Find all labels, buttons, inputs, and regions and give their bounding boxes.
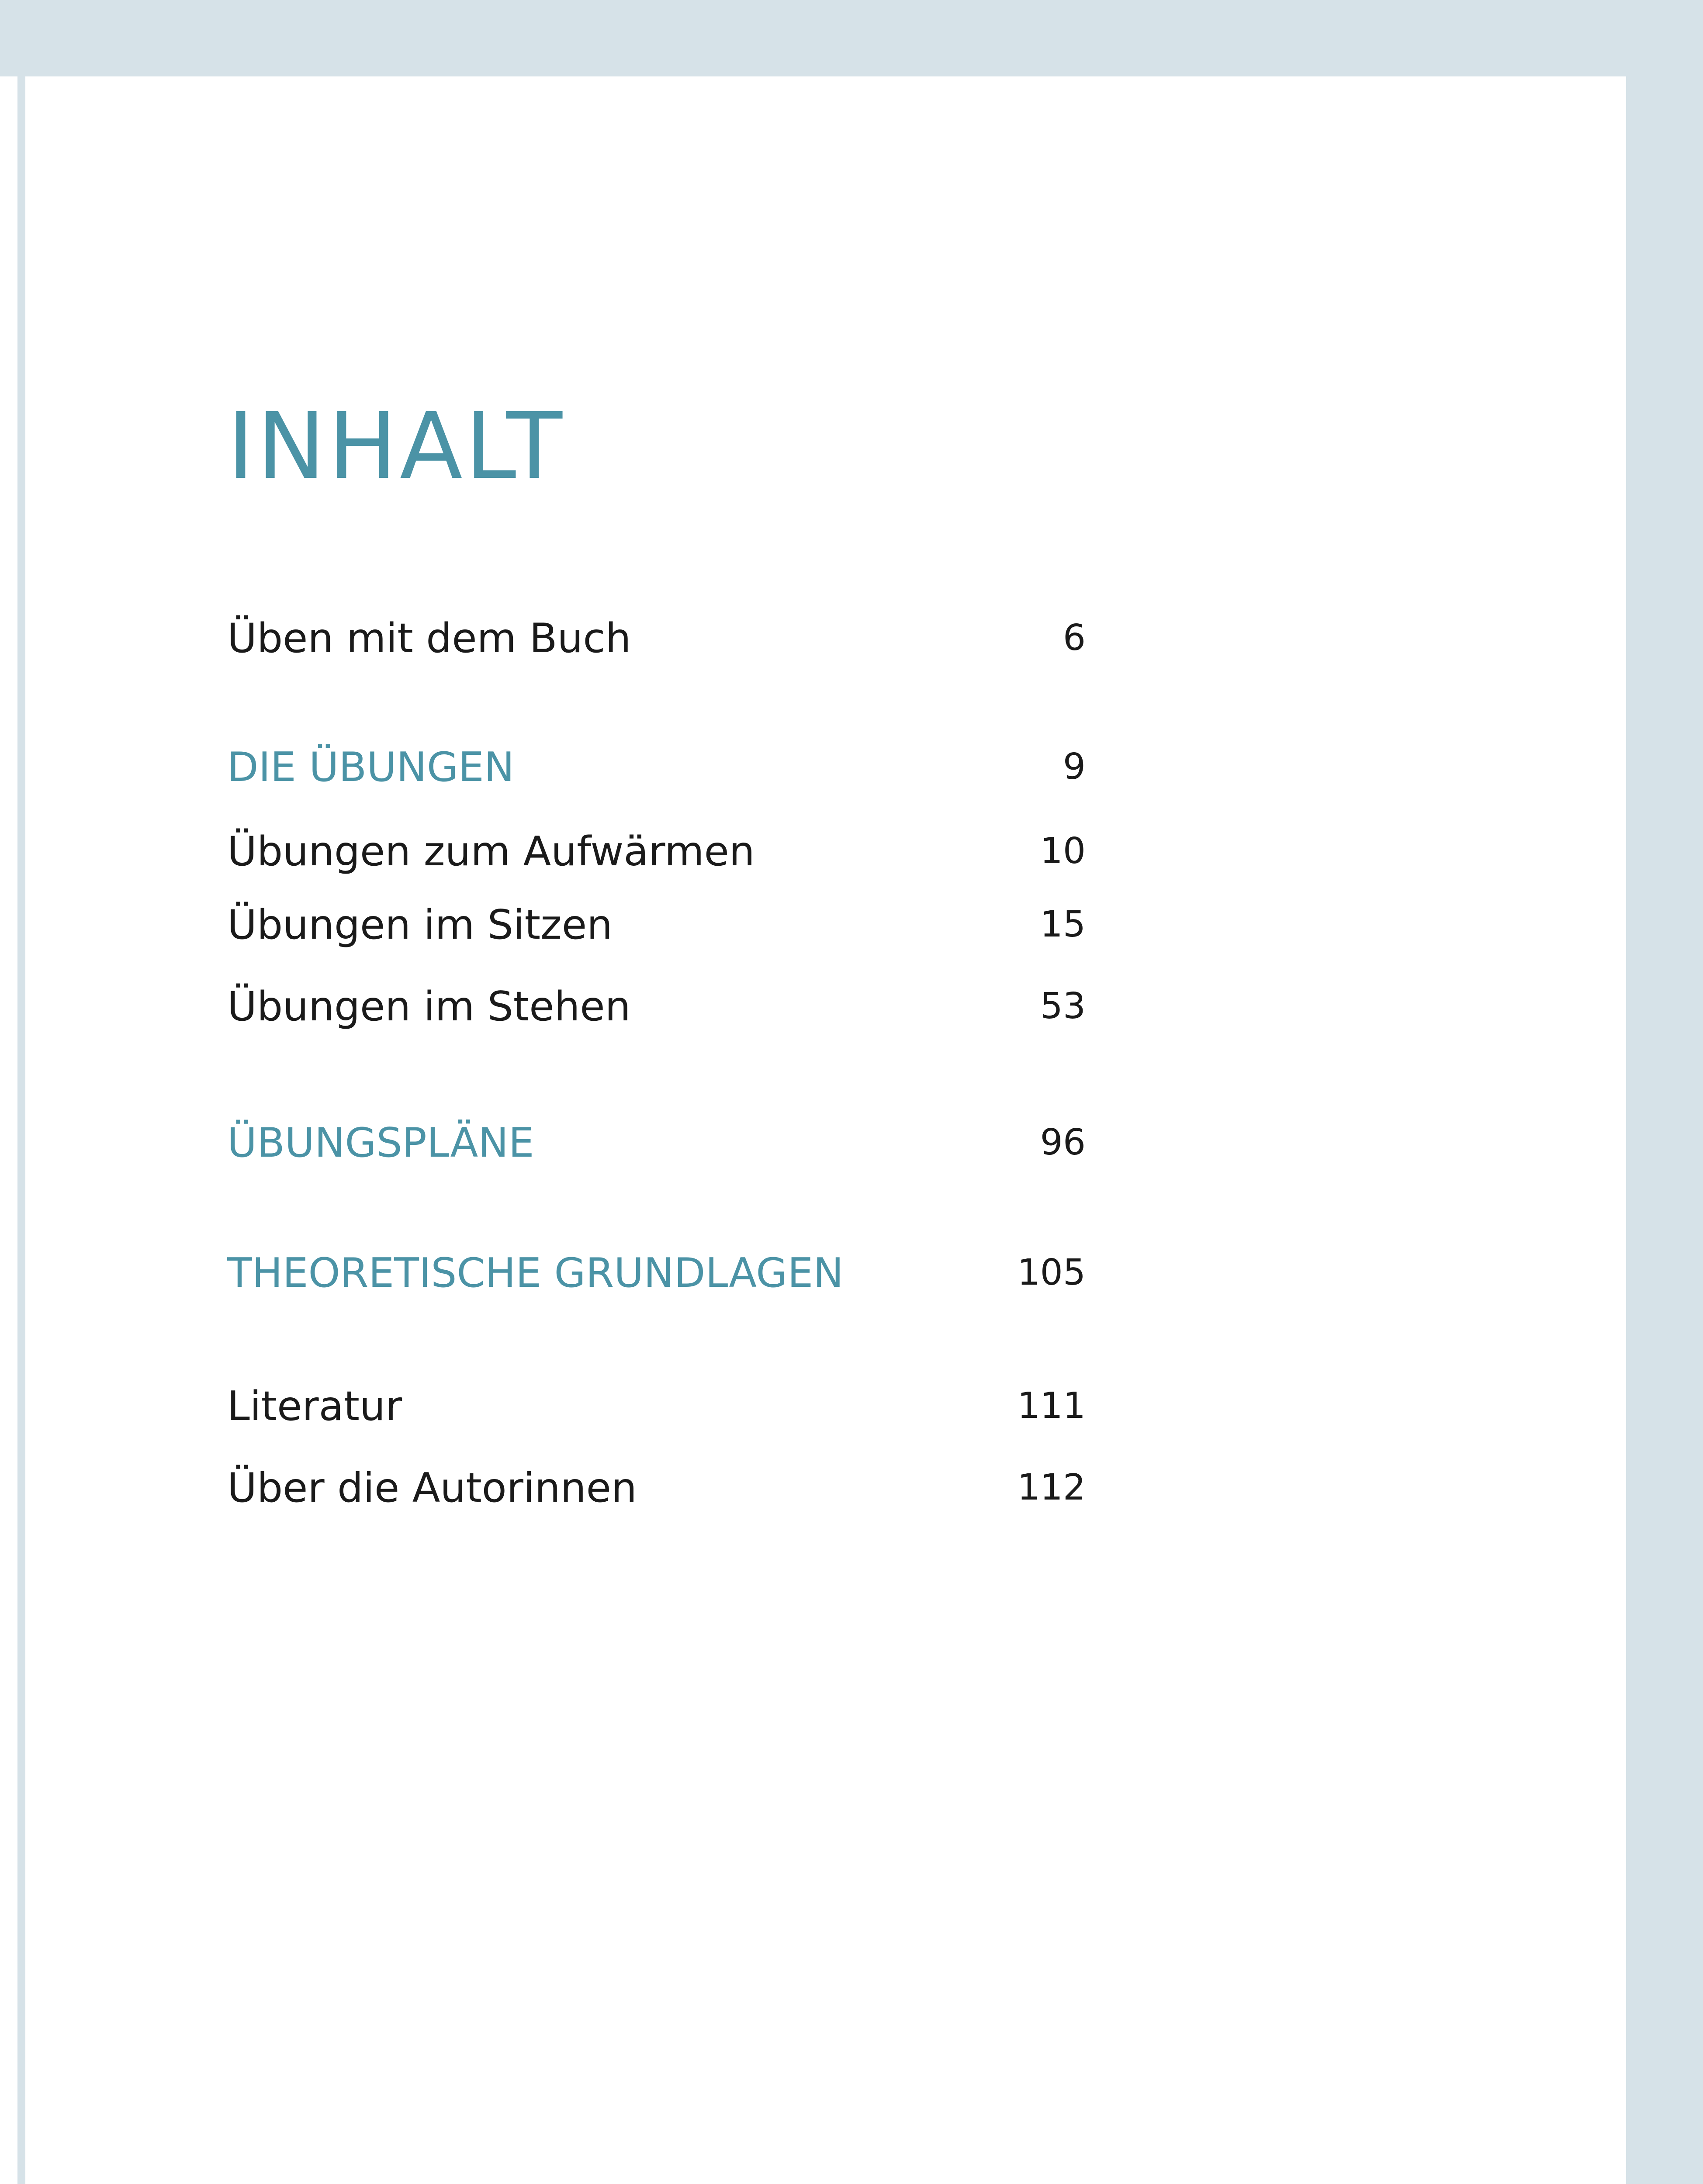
- toc-section-page-number: 96: [1040, 1122, 1086, 1163]
- toc-item-label: Übungen im Sitzen: [227, 901, 613, 948]
- toc-item-label: Über die Autorinnen: [227, 1464, 637, 1511]
- toc-item-page-number: 6: [1063, 617, 1086, 659]
- toc-item-label: Üben mit dem Buch: [227, 615, 631, 662]
- page-title: INHALT: [227, 393, 565, 500]
- toc-item-page-number: 112: [1017, 1467, 1086, 1508]
- toc-section-page-number: 105: [1017, 1252, 1086, 1293]
- toc-item-label: Übungen im Stehen: [227, 983, 631, 1030]
- toc-item[interactable]: [227, 978, 1086, 1035]
- toc-section-page-number: 9: [1063, 746, 1086, 788]
- toc-section-label: DIE ÜBUNGEN: [227, 743, 515, 791]
- toc-section-label: THEORETISCHE GRUNDLAGEN: [227, 1249, 844, 1296]
- toc-item[interactable]: [227, 823, 1086, 880]
- toc-item[interactable]: [227, 610, 1086, 667]
- toc-item[interactable]: [227, 896, 1086, 953]
- toc-item[interactable]: [227, 1378, 1086, 1434]
- toc-item-label: Literatur: [227, 1382, 402, 1430]
- toc-section[interactable]: [227, 739, 1086, 795]
- toc-item-page-number: 53: [1040, 985, 1086, 1027]
- toc-item-page-number: 10: [1040, 830, 1086, 872]
- toc-section-label: ÜBUNGSPLÄNE: [227, 1119, 534, 1166]
- page-sheet: [0, 76, 1626, 2184]
- toc-item-page-number: 111: [1017, 1385, 1086, 1427]
- toc-section[interactable]: [227, 1244, 1086, 1301]
- toc-section[interactable]: [227, 1114, 1086, 1171]
- toc-item-label: Übungen zum Aufwärmen: [227, 828, 755, 875]
- page-edge-line: [17, 76, 25, 2184]
- toc-item-page-number: 15: [1040, 904, 1086, 945]
- toc-item[interactable]: [227, 1459, 1086, 1516]
